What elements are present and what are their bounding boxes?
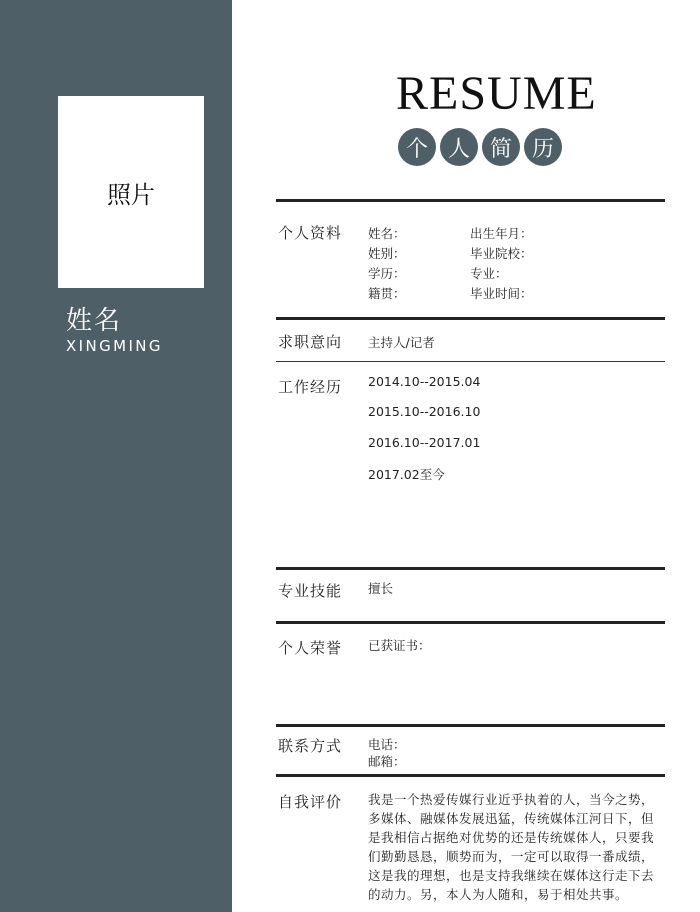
section-label-skills: 专业技能: [278, 582, 343, 600]
field-major: 专业：: [470, 266, 508, 281]
section-label-intention: 求职意向: [278, 333, 343, 351]
divider: [276, 774, 665, 777]
contact-phone: 电话：: [368, 737, 406, 752]
intention-value: 主持人/记者: [368, 335, 435, 350]
divider: [276, 361, 665, 362]
subtitle-char: 历: [524, 128, 562, 166]
field-school: 毕业院校：: [470, 246, 533, 261]
section-label-work: 工作经历: [278, 378, 343, 396]
sidebar: [0, 0, 232, 912]
section-label-contact: 联系方式: [278, 737, 343, 755]
field-education: 学历：: [368, 266, 406, 281]
subtitle-char: 人: [440, 128, 478, 166]
work-period: 2015.10--2016.10: [368, 404, 481, 419]
candidate-name: 姓名: [66, 306, 123, 336]
field-gender: 姓别：: [368, 246, 406, 261]
divider: [276, 199, 665, 202]
field-birth: 出生年月：: [470, 226, 533, 241]
contact-email: 邮箱：: [368, 754, 406, 769]
field-hometown: 籍贯：: [368, 286, 406, 301]
field-graduation: 毕业时间：: [470, 286, 533, 301]
work-period: 2016.10--2017.01: [368, 435, 481, 450]
section-label-personal: 个人资料: [278, 224, 343, 242]
section-label-self-eval: 自我评价: [278, 793, 343, 811]
work-period: 2017.02至今: [368, 467, 445, 482]
section-label-honors: 个人荣誉: [278, 639, 343, 657]
subtitle-circles: [398, 128, 562, 166]
resume-title: RESUME: [396, 67, 597, 120]
work-period: 2014.10--2015.04: [368, 374, 481, 389]
divider: [276, 567, 665, 570]
divider: [276, 621, 665, 624]
self-eval-text: 我是一个热爱传媒行业近乎执着的人，当今之势，多媒体、融媒体发展迅猛，传统媒体江河日下，但是我相信占据绝对优势的还是传统媒体人，只要我们勤勤恳恳，顺势而为，一定可以取得一番成绩，这是我的理想，也是支持我继续在媒体这行走下去的动力。另，本人为人随和，易于相处共事。: [368, 792, 655, 902]
subtitle-char: 简: [482, 128, 520, 166]
field-name: 姓名：: [368, 226, 406, 241]
subtitle-char: 个: [398, 128, 436, 166]
photo-label: 照片: [107, 180, 155, 209]
candidate-name-pinyin: XINGMING: [66, 337, 163, 355]
photo-placeholder: [58, 96, 204, 288]
divider: [276, 317, 665, 320]
skills-value: 擅长: [368, 581, 394, 596]
divider: [276, 724, 665, 727]
honors-value: 已获证书：: [368, 638, 431, 653]
